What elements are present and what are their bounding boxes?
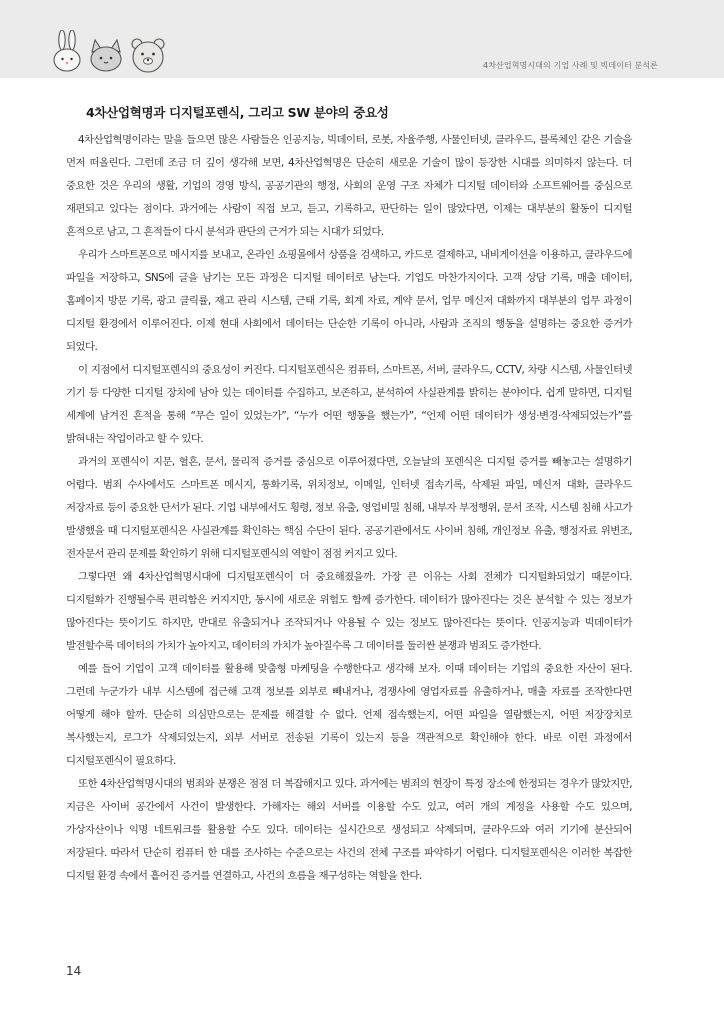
- bear-icon: [132, 39, 164, 72]
- page-header: [0, 0, 724, 78]
- body-paragraph: 이 지점에서 디지털포렌식의 중요성이 커진다. 디지털포렌식은 컴퓨터, 스마트폰, 서버, 클라우드, CCTV, 차량 시스템, 사물인터넷 기기 등 다양한 디지털 장치에 남아 있는 데이터를 수집하고, 보존하고, 분석하여 사실관계를 밝히는 분야이다. 쉽게 말하면, 디지털 세계에 남겨진 흔적을 통해 “무슨 일이 있었는가”, “누가 어떤 행동을 했는가”, “언제 어떤 데이터가 생성·변경·삭제되었는가”를 밝혀내는 작업이라고 할 수 있다.: [66, 364, 632, 445]
- running-header-title: 4차산업혁명시대의 기업 사례 및 빅데이터 분석론: [483, 61, 658, 70]
- page-number: 14: [66, 964, 82, 978]
- section-heading: 4차산업혁명과 디지털포렌식, 그리고 SW 분야의 중요성: [86, 105, 389, 120]
- body-paragraph: 그렇다면 왜 4차산업혁명시대에 디지털포렌식이 더 중요해졌을까. 가장 큰 이유는 사회 전체가 디지털화되었기 때문이다. 디지털화가 진행될수록 편리함은 커지지만, 동시에 새로운 위험도 함께 증가한다. 데이터가 많아진다는 것은 분석할 수 있는 정보가 많아진다는 뜻이기도 하지만, 반대로 유출되거나 조작되거나 악용될 수 있는 정보도 많아진다는 뜻이다. 인공지능과 빅데이터가 발전할수록 데이터의 가치가 높아지고, 데이터의 가치가 높아질수록 그 데이터를 둘러싼 분쟁과 범죄도 증가한다.: [66, 571, 632, 652]
- body-paragraph: 우리가 스마트폰으로 메시지를 보내고, 온라인 쇼핑몰에서 상품을 검색하고, 카드로 결제하고, 내비게이션을 이용하고, 클라우드에 파일을 저장하고, SNS에 글을 남기는 모든 과정은 디지털 데이터로 남는다. 기업도 마찬가지이다. 고객 상담 기록, 매출 데이터, 홈페이지 방문 기록, 광고 클릭률, 재고 관리 시스템, 근태 기록, 회계 자료, 계약 문서, 업무 메신저 대화까지 대부분의 업무 과정이 디지털 환경에서 이루어진다. 이제 현대 사회에서 데이터는 단순한 기록이 아니라, 사람과 조직의 행동을 설명하는 중요한 증거가 되었다.: [66, 249, 632, 353]
- mascot-illustration: [48, 30, 178, 74]
- cat-icon: [91, 40, 121, 71]
- body-paragraph: 4차산업혁명이라는 말을 들으면 많은 사람들은 인공지능, 빅데이터, 로봇, 자율주행, 사물인터넷, 클라우드, 블록체인 같은 기술을 먼저 떠올린다. 그런데 조금 더 깊이 생각해 보면, 4차산업혁명은 단순히 새로운 기술이 많이 등장한 시대를 의미하지 않는다. 더 중요한 것은 우리의 생활, 기업의 경영 방식, 공공기관의 행정, 사회의 운영 구조 자체가 디지털 데이터와 소프트웨어를 중심으로 재편되고 있다는 점이다. 과거에는 사람이 직접 보고, 듣고, 기록하고, 판단하는 일이 많았다면, 이제는 대부분의 활동이 디지털 흔적으로 남고, 그 흔적들이 다시 분석과 판단의 근거가 되는 시대가 되었다.: [66, 134, 632, 238]
- main-content: [66, 104, 632, 888]
- body-paragraph: 과거의 포렌식이 지문, 혈흔, 문서, 물리적 증거를 중심으로 이루어졌다면, 오늘날의 포렌식은 디지털 증거를 빼놓고는 설명하기 어렵다. 범죄 수사에서도 스마트폰 메시지, 통화기록, 위치정보, 이메일, 인터넷 접속기록, 삭제된 파일, 메신저 대화, 클라우드 저장자료 등이 중요한 단서가 된다. 기업 내부에서도 횡령, 정보 유출, 영업비밀 침해, 내부자 부정행위, 문서 조작, 시스템 침해 사고가 발생했을 때 디지털포렌식은 사실관계를 확인하는 핵심 수단이 된다. 공공기관에서도 사이버 침해, 개인정보 유출, 행정자료 위변조, 전자문서 관리 문제를 확인하기 위해 디지털포렌식의 역할이 점점 커지고 있다.: [66, 456, 632, 560]
- rabbit-icon: [54, 30, 80, 71]
- body-paragraph: 또한 4차산업혁명시대의 범죄와 분쟁은 점점 더 복잡해지고 있다. 과거에는 범죄의 현장이 특정 장소에 한정되는 경우가 많았지만, 지금은 사이버 공간에서 사건이 발생한다. 가해자는 해외 서버를 이용할 수도 있고, 여러 개의 계정을 사용할 수도 있으며, 가상자산이나 익명 네트워크를 활용할 수도 있다. 데이터는 실시간으로 생성되고 삭제되며, 클라우드와 여러 기기에 분산되어 저장된다. 따라서 단순히 컴퓨터 한 대를 조사하는 수준으로는 사건의 전체 구조를 파악하기 어렵다. 디지털포렌식은 이러한 복잡한 디지털 환경 속에서 흩어진 증거를 연결하고, 사건의 흐름을 재구성하는 역할을 한다.: [66, 778, 632, 882]
- body-paragraph: 예를 들어 기업이 고객 데이터를 활용해 맞춤형 마케팅을 수행한다고 생각해 보자. 이때 데이터는 기업의 중요한 자산이 된다. 그런데 누군가가 내부 시스템에 접근해 고객 정보를 외부로 빼내거나, 경쟁사에 영업자료를 유출하거나, 매출 자료를 조작한다면 어떻게 해야 할까. 단순히 의심만으로는 문제를 해결할 수 없다. 언제 접속했는지, 어떤 파일을 열람했는지, 어떤 저장장치로 복사했는지, 로그가 삭제되었는지, 외부 서버로 전송된 기록이 있는지 등을 객관적으로 확인해야 한다. 바로 이런 과정에서 디지털포렌식이 필요하다.: [66, 663, 632, 767]
